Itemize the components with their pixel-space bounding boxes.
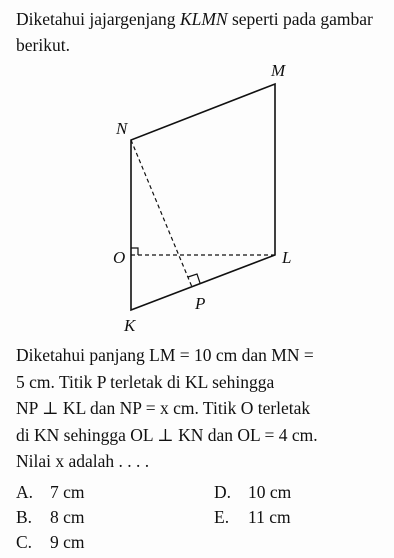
option-value: 9 cm — [50, 532, 85, 552]
option-b[interactable] — [16, 505, 85, 530]
option-letter: B. — [16, 507, 33, 527]
question-line: di KN sehingga OL ⊥ KN dan OL = 4 cm. — [16, 424, 318, 445]
option-e[interactable] — [214, 505, 291, 530]
intro-prefix: Diketahui jajargenjang — [16, 9, 180, 29]
question-body — [16, 342, 382, 475]
label-p: P — [195, 294, 206, 313]
option-letter: D. — [214, 482, 232, 502]
label-m: M — [271, 61, 286, 80]
intro-suffix: seperti pada gambar berikut. — [16, 9, 373, 55]
question-line: Nilai x adalah . . . . — [16, 451, 150, 471]
option-a[interactable] — [16, 480, 85, 505]
right-angle-p — [188, 274, 200, 283]
option-c[interactable] — [16, 530, 85, 555]
question-line: Diketahui panjang LM = 10 cm dan MN = — [16, 345, 314, 365]
label-l: L — [282, 248, 292, 267]
option-letter: C. — [16, 532, 33, 552]
option-value: 7 cm — [50, 482, 85, 502]
parallelogram-name: KLMN — [179, 9, 228, 29]
segment-np — [131, 140, 192, 287]
label-o: O — [113, 248, 126, 267]
label-k: K — [124, 316, 136, 335]
option-d[interactable] — [214, 480, 291, 505]
label-n: N — [116, 119, 128, 138]
right-angle-o — [131, 248, 138, 255]
option-value: 10 cm — [248, 482, 292, 502]
question-line: NP ⊥ KL dan NP = x cm. Titik O terletak — [16, 398, 311, 418]
option-value: 8 cm — [50, 507, 85, 527]
parallelogram-klmn — [131, 84, 275, 310]
option-value: 11 cm — [248, 507, 291, 527]
option-letter: A. — [16, 482, 34, 502]
option-letter: E. — [214, 507, 230, 527]
question-line: 5 cm. Titik P terletak di KL sehingga — [16, 371, 275, 392]
